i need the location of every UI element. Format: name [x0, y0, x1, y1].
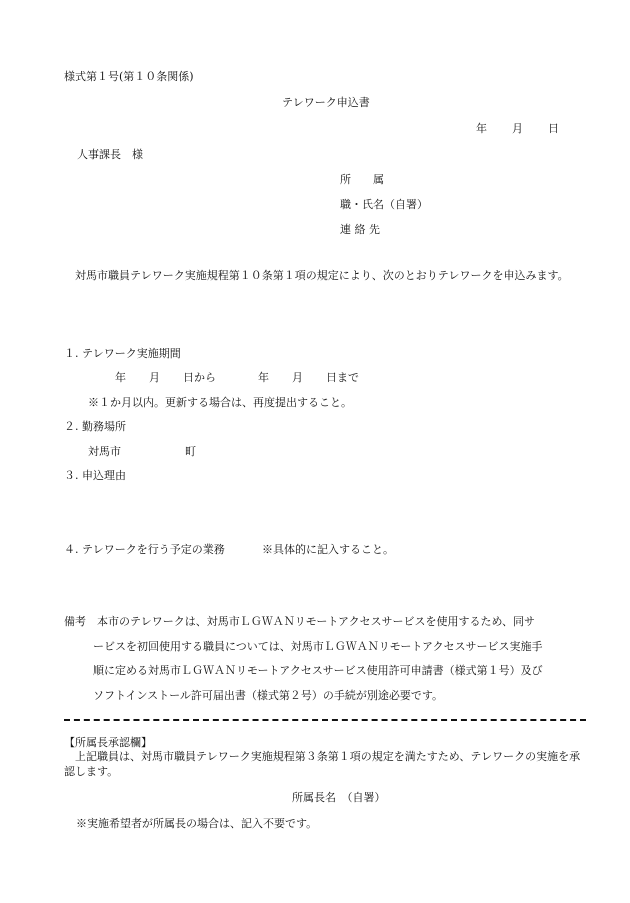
- applicant-affiliation-label: 所 属: [340, 173, 384, 186]
- date-month: 月: [512, 122, 523, 135]
- period-year-until: 年: [258, 371, 269, 384]
- approval-note: ※実施希望者が所属長の場合は、記入不要です。: [76, 817, 318, 830]
- cut-line-divider: [64, 719, 586, 721]
- period-year-from: 年: [115, 371, 126, 384]
- intro-paragraph: 対馬市職員テレワーク実施規程第１０条第１項の規定により、次のとおりテレワークを申込みます。: [75, 269, 569, 282]
- remarks-line-2: ービスを初回使用する職員については、対馬市ＬＧＷＡＮリモートアクセスサービス実施手: [93, 639, 543, 653]
- remarks-block: [64, 610, 582, 708]
- place-city: 対馬市: [88, 445, 121, 458]
- applicant-name-label: 職・氏名（自署）: [340, 198, 428, 211]
- form-number: 様式第１号(第１０条関係): [64, 70, 194, 83]
- period-month-until: 月: [292, 371, 303, 384]
- remarks-line-3: 順に定める対馬市ＬＧＷＡＮリモートアクセスサービス使用許可申請書（様式第１号）及び: [93, 664, 543, 677]
- approval-signature-label: 所属長名 （自署）: [292, 791, 386, 804]
- period-heading: １. テレワーク実施期間: [64, 347, 181, 360]
- approval-text: 上記職員は、対馬市職員テレワーク実施規程第３条第１項の規定を満たすため、テレワークの実施を承認します。: [64, 750, 581, 778]
- place-town: 町: [185, 445, 196, 458]
- period-day-until: 日まで: [326, 371, 359, 384]
- document-title: テレワーク申込書: [282, 96, 370, 109]
- date-year: 年: [476, 122, 487, 135]
- reason-heading: ３. 申込理由: [64, 469, 126, 482]
- remarks-line-4: ソフトインストール許可届出書（様式第２号）の手続が別途必要です。: [93, 688, 444, 702]
- tasks-heading: ４. テレワークを行う予定の業務: [64, 543, 225, 556]
- period-day-from: 日から: [183, 371, 216, 384]
- period-note: ※１か月以内。更新する場合は、再度提出すること。: [88, 396, 352, 409]
- approval-heading: 【所属長承認欄】: [64, 736, 152, 749]
- date-day: 日: [548, 122, 559, 135]
- place-heading: ２. 勤務場所: [64, 420, 126, 433]
- applicant-contact-label: 連 絡 先: [340, 223, 380, 236]
- addressee: 人事課長 様: [77, 148, 143, 161]
- tasks-note: ※具体的に記入すること。: [262, 543, 394, 556]
- remarks-line-1: 備考 本市のテレワークは、対馬市ＬＧＷＡＮリモートアクセスサービスを使用するため、同サ: [64, 615, 536, 628]
- period-month-from: 月: [149, 371, 160, 384]
